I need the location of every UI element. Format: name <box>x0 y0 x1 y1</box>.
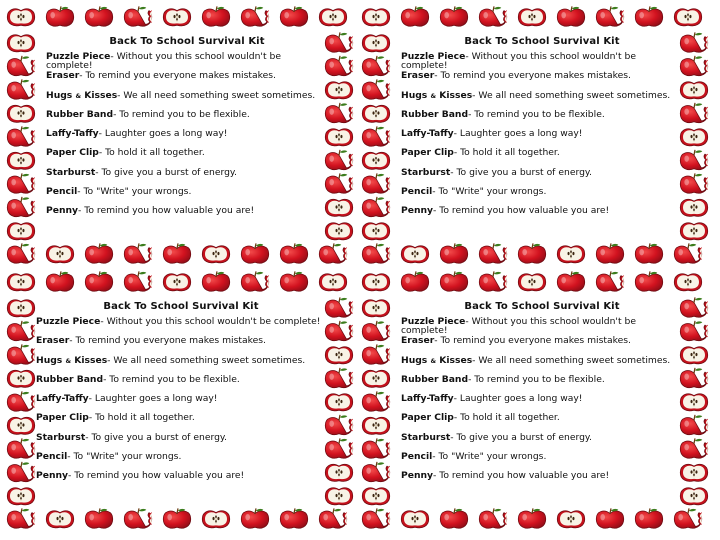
item-term: Starburst <box>46 167 96 178</box>
item-description: - Laughter goes a long way! <box>453 394 583 405</box>
bitten-apple-icon <box>680 368 708 387</box>
whole-apple-icon <box>46 272 74 291</box>
whole-apple-icon <box>401 272 429 291</box>
item-description: - To remind you to be flexible. <box>468 374 605 385</box>
item-term-part: Kisses <box>74 355 108 366</box>
apple-core-icon <box>46 511 74 528</box>
kit-item <box>401 52 683 71</box>
apple-core-icon <box>202 511 230 528</box>
item-description: - To remind you to be flexible. <box>468 109 605 120</box>
bitten-apple-icon <box>241 7 269 26</box>
whole-apple-icon <box>241 509 269 528</box>
item-term: Pencil <box>401 187 433 198</box>
bitten-apple-icon <box>124 244 152 263</box>
apple-core-icon <box>325 129 353 146</box>
apple-core-icon <box>163 274 191 291</box>
apple-core-icon <box>7 9 35 26</box>
bitten-apple-icon <box>362 345 390 364</box>
item-term: Rubber Band <box>401 109 469 120</box>
item-description: - To hold it all together. <box>453 413 560 424</box>
apple-core-icon <box>362 35 390 52</box>
item-term-part: & <box>430 356 437 365</box>
item-description: - To "Write" your wrongs. <box>432 187 547 198</box>
whole-apple-icon <box>280 7 308 26</box>
bitten-apple-icon <box>7 56 35 75</box>
item-description: - To "Write" your wrongs. <box>77 187 192 198</box>
survival-kit-card <box>0 265 360 535</box>
bitten-apple-icon <box>325 321 353 340</box>
item-term-part: Kisses <box>439 90 473 101</box>
whole-apple-icon <box>440 7 468 26</box>
kit-item <box>401 413 683 432</box>
item-description: - Laughter goes a long way! <box>88 394 218 405</box>
item-description: - Laughter goes a long way! <box>453 129 583 140</box>
item-description: - To remind you everyone makes mistakes. <box>434 71 631 82</box>
card-title: Back To School Survival Kit <box>464 301 620 312</box>
bitten-apple-icon <box>325 415 353 434</box>
card-content <box>401 36 683 226</box>
apple-core-icon <box>362 223 390 240</box>
item-description: - To remind you to be flexible. <box>103 374 240 385</box>
apple-core-icon <box>325 223 353 240</box>
whole-apple-icon <box>46 7 74 26</box>
apple-core-icon <box>319 274 347 291</box>
item-list <box>401 317 683 491</box>
item-description: - To "Write" your wrongs. <box>67 452 182 463</box>
bitten-apple-icon <box>124 272 152 291</box>
bitten-apple-icon <box>325 33 353 52</box>
bitten-apple-icon <box>680 33 708 52</box>
bitten-apple-icon <box>596 7 624 26</box>
bitten-apple-icon <box>7 197 35 216</box>
apple-core-icon <box>674 274 702 291</box>
kit-item <box>401 187 683 206</box>
bitten-apple-icon <box>362 439 390 458</box>
kit-item <box>46 91 328 110</box>
bitten-apple-icon <box>680 439 708 458</box>
whole-apple-icon <box>440 509 468 528</box>
whole-apple-icon <box>440 244 468 263</box>
apple-core-icon <box>319 9 347 26</box>
apple-core-icon <box>163 9 191 26</box>
item-term-part: Hugs <box>46 90 73 101</box>
item-term-part: Kisses <box>84 90 118 101</box>
item-term: Puzzle Piece <box>401 317 466 327</box>
bitten-apple-icon <box>325 103 353 122</box>
kit-item <box>46 110 328 129</box>
item-term: Penny <box>401 471 434 482</box>
item-term: Penny <box>36 471 69 482</box>
apple-core-icon <box>674 9 702 26</box>
item-term: Rubber Band <box>46 109 114 120</box>
kit-item <box>36 433 326 452</box>
item-description: - To "Write" your wrongs. <box>432 452 547 463</box>
kit-item <box>401 317 683 336</box>
kit-item <box>401 471 683 490</box>
item-description: - Without you this school wouldn't be complete! <box>46 52 281 71</box>
item-term: Puzzle Piece <box>401 52 466 62</box>
bitten-apple-icon <box>7 80 35 99</box>
bitten-apple-icon <box>325 150 353 169</box>
bitten-apple-icon <box>479 7 507 26</box>
kit-item <box>401 148 683 167</box>
whole-apple-icon <box>85 7 113 26</box>
item-term: Pencil <box>46 187 78 198</box>
card-title: Back To School Survival Kit <box>103 301 259 312</box>
whole-apple-icon <box>280 272 308 291</box>
apple-core-icon <box>680 129 708 146</box>
whole-apple-icon <box>635 272 663 291</box>
bitten-apple-icon <box>124 7 152 26</box>
kit-item <box>401 433 683 452</box>
kit-item <box>46 206 328 225</box>
survival-kit-card <box>355 0 715 270</box>
apple-core-icon <box>7 300 35 317</box>
bitten-apple-icon <box>7 174 35 193</box>
bitten-apple-icon <box>674 244 702 263</box>
kit-item <box>401 452 683 471</box>
bitten-apple-icon <box>241 272 269 291</box>
whole-apple-icon <box>202 7 230 26</box>
item-term: Eraser <box>46 71 80 82</box>
item-term: Laffy-Taffy <box>36 394 89 405</box>
apple-core-icon <box>7 417 35 434</box>
apple-core-icon <box>401 511 429 528</box>
apple-core-icon <box>325 394 353 411</box>
item-description: - To hold it all together. <box>88 413 195 424</box>
bitten-apple-icon <box>362 321 390 340</box>
item-term-part: Hugs <box>401 355 428 366</box>
apple-core-icon <box>680 199 708 216</box>
item-description: - To give you a burst of energy. <box>85 432 227 443</box>
item-term-part: & <box>75 91 82 100</box>
item-term <box>36 356 107 366</box>
survival-kit-card <box>355 265 715 535</box>
apple-core-icon <box>202 246 230 263</box>
card-content <box>46 36 328 226</box>
whole-apple-icon <box>241 244 269 263</box>
kit-item <box>36 413 326 432</box>
kit-item <box>401 91 683 110</box>
item-term: Penny <box>46 206 79 217</box>
apple-core-icon <box>680 488 708 505</box>
apple-core-icon <box>557 246 585 263</box>
card-title: Back To School Survival Kit <box>464 36 620 47</box>
kit-item <box>36 336 326 355</box>
apple-core-icon <box>325 199 353 216</box>
bitten-apple-icon <box>7 392 35 411</box>
bitten-apple-icon <box>479 244 507 263</box>
kit-item <box>46 168 328 187</box>
item-description: - Without you this school wouldn't be complete! <box>100 317 321 327</box>
kit-item <box>401 356 683 375</box>
apple-core-icon <box>680 347 708 364</box>
item-list <box>46 52 328 226</box>
item-description: - To give you a burst of energy. <box>450 167 592 178</box>
item-term: Starburst <box>401 432 451 443</box>
bitten-apple-icon <box>7 127 35 146</box>
item-description: - To hold it all together. <box>453 148 560 159</box>
apple-core-icon <box>325 464 353 481</box>
item-term: Starburst <box>401 167 451 178</box>
whole-apple-icon <box>440 272 468 291</box>
apple-core-icon <box>518 274 546 291</box>
item-term-part: Kisses <box>439 355 473 366</box>
kit-item <box>36 394 326 413</box>
whole-apple-icon <box>596 244 624 263</box>
whole-apple-icon <box>635 7 663 26</box>
bitten-apple-icon <box>680 321 708 340</box>
item-list <box>401 52 683 226</box>
item-term <box>401 356 472 366</box>
apple-core-icon <box>362 152 390 169</box>
kit-item <box>46 187 328 206</box>
bitten-apple-icon <box>479 272 507 291</box>
item-term: Starburst <box>36 432 86 443</box>
bitten-apple-icon <box>680 103 708 122</box>
item-description: - To remind you to be flexible. <box>113 109 250 120</box>
item-description: - To remind you how valuable you are! <box>433 206 610 217</box>
bitten-apple-icon <box>7 439 35 458</box>
kit-item <box>36 317 326 336</box>
whole-apple-icon <box>635 244 663 263</box>
whole-apple-icon <box>557 272 585 291</box>
kit-item <box>401 71 683 90</box>
item-term: Paper Clip <box>46 148 99 159</box>
bitten-apple-icon <box>362 127 390 146</box>
bitten-apple-icon <box>7 509 35 528</box>
item-term: Eraser <box>36 336 70 347</box>
item-description: - To remind you everyone makes mistakes. <box>434 336 631 347</box>
kit-item <box>36 452 326 471</box>
item-description: - We all need something sweet sometimes. <box>472 355 671 366</box>
whole-apple-icon <box>85 244 113 263</box>
item-description: - To remind you how valuable you are! <box>78 206 255 217</box>
item-description: - Without you this school wouldn't be complete! <box>401 52 636 71</box>
item-description: - To hold it all together. <box>98 148 205 159</box>
item-term: Rubber Band <box>36 374 104 385</box>
bitten-apple-icon <box>325 298 353 317</box>
item-description: - To give you a burst of energy. <box>450 432 592 443</box>
kit-item <box>401 375 683 394</box>
whole-apple-icon <box>85 272 113 291</box>
kit-item <box>401 129 683 148</box>
card-content <box>401 301 683 491</box>
apple-core-icon <box>362 370 390 387</box>
whole-apple-icon <box>163 244 191 263</box>
whole-apple-icon <box>401 7 429 26</box>
whole-apple-icon <box>280 244 308 263</box>
bitten-apple-icon <box>319 509 347 528</box>
whole-apple-icon <box>518 509 546 528</box>
survival-kit-card <box>0 0 360 270</box>
item-description: - We all need something sweet sometimes. <box>117 90 316 101</box>
card-content <box>36 301 326 491</box>
apple-core-icon <box>325 82 353 99</box>
item-list <box>36 317 326 491</box>
bitten-apple-icon <box>7 462 35 481</box>
bitten-apple-icon <box>325 439 353 458</box>
apple-core-icon <box>680 223 708 240</box>
apple-core-icon <box>7 488 35 505</box>
apple-core-icon <box>325 488 353 505</box>
apple-core-icon <box>362 417 390 434</box>
item-term: Laffy-Taffy <box>401 129 454 140</box>
item-term: Penny <box>401 206 434 217</box>
whole-apple-icon <box>596 509 624 528</box>
bitten-apple-icon <box>325 368 353 387</box>
apple-core-icon <box>7 105 35 122</box>
kit-item <box>46 148 328 167</box>
item-description: - To give you a burst of energy. <box>95 167 237 178</box>
item-term: Rubber Band <box>401 374 469 385</box>
whole-apple-icon <box>557 7 585 26</box>
item-term <box>46 91 117 101</box>
bitten-apple-icon <box>7 321 35 340</box>
bitten-apple-icon <box>362 197 390 216</box>
kit-item <box>401 206 683 225</box>
bitten-apple-icon <box>362 174 390 193</box>
apple-core-icon <box>325 347 353 364</box>
kit-item <box>401 110 683 129</box>
apple-core-icon <box>362 488 390 505</box>
whole-apple-icon <box>163 509 191 528</box>
whole-apple-icon <box>518 244 546 263</box>
item-description: - We all need something sweet sometimes. <box>472 90 671 101</box>
item-term: Paper Clip <box>36 413 89 424</box>
bitten-apple-icon <box>479 509 507 528</box>
item-description: - To remind you how valuable you are! <box>433 471 610 482</box>
item-term: Paper Clip <box>401 148 454 159</box>
kit-item <box>46 52 328 71</box>
bitten-apple-icon <box>362 462 390 481</box>
kit-item <box>36 356 326 375</box>
apple-core-icon <box>362 300 390 317</box>
card-title: Back To School Survival Kit <box>109 36 265 47</box>
whole-apple-icon <box>202 272 230 291</box>
apple-core-icon <box>7 370 35 387</box>
apple-core-icon <box>362 9 390 26</box>
bitten-apple-icon <box>680 298 708 317</box>
apple-core-icon <box>362 274 390 291</box>
item-term: Laffy-Taffy <box>401 394 454 405</box>
bitten-apple-icon <box>674 509 702 528</box>
bitten-apple-icon <box>362 392 390 411</box>
whole-apple-icon <box>280 509 308 528</box>
kit-item <box>401 168 683 187</box>
kit-item <box>36 375 326 394</box>
item-term: Eraser <box>401 336 435 347</box>
apple-core-icon <box>680 82 708 99</box>
item-description: - To remind you how valuable you are! <box>68 471 245 482</box>
kit-item <box>401 336 683 355</box>
apple-core-icon <box>401 246 429 263</box>
item-term: Puzzle Piece <box>36 317 101 327</box>
bitten-apple-icon <box>362 80 390 99</box>
item-term-part: Hugs <box>36 355 63 366</box>
item-term-part: Hugs <box>401 90 428 101</box>
item-term-part: & <box>65 356 72 365</box>
item-term: Eraser <box>401 71 435 82</box>
apple-core-icon <box>362 105 390 122</box>
item-term: Pencil <box>401 452 433 463</box>
apple-core-icon <box>7 274 35 291</box>
bitten-apple-icon <box>596 272 624 291</box>
apple-core-icon <box>557 511 585 528</box>
bitten-apple-icon <box>362 244 390 263</box>
whole-apple-icon <box>85 509 113 528</box>
bitten-apple-icon <box>680 174 708 193</box>
kit-item <box>46 71 328 90</box>
apple-core-icon <box>46 246 74 263</box>
bitten-apple-icon <box>325 56 353 75</box>
item-term: Laffy-Taffy <box>46 129 99 140</box>
item-term-part: & <box>430 91 437 100</box>
bitten-apple-icon <box>325 174 353 193</box>
item-description: - To remind you everyone makes mistakes. <box>79 71 276 82</box>
item-term: Paper Clip <box>401 413 454 424</box>
bitten-apple-icon <box>319 244 347 263</box>
kit-item <box>46 129 328 148</box>
bitten-apple-icon <box>124 509 152 528</box>
bitten-apple-icon <box>362 509 390 528</box>
bitten-apple-icon <box>7 345 35 364</box>
bitten-apple-icon <box>362 56 390 75</box>
bitten-apple-icon <box>680 56 708 75</box>
apple-core-icon <box>7 35 35 52</box>
apple-core-icon <box>7 223 35 240</box>
item-term <box>401 91 472 101</box>
item-description: - We all need something sweet sometimes. <box>107 355 306 366</box>
apple-core-icon <box>680 464 708 481</box>
apple-core-icon <box>518 9 546 26</box>
item-description: - Laughter goes a long way! <box>98 129 228 140</box>
whole-apple-icon <box>635 509 663 528</box>
apple-core-icon <box>680 394 708 411</box>
bitten-apple-icon <box>680 150 708 169</box>
item-term: Pencil <box>36 452 68 463</box>
bitten-apple-icon <box>7 244 35 263</box>
item-description: - Without you this school wouldn't be complete! <box>401 317 636 336</box>
kit-item <box>36 471 326 490</box>
item-description: - To remind you everyone makes mistakes. <box>69 336 266 347</box>
apple-core-icon <box>7 152 35 169</box>
kit-item <box>401 394 683 413</box>
item-term: Puzzle Piece <box>46 52 111 62</box>
bitten-apple-icon <box>680 415 708 434</box>
